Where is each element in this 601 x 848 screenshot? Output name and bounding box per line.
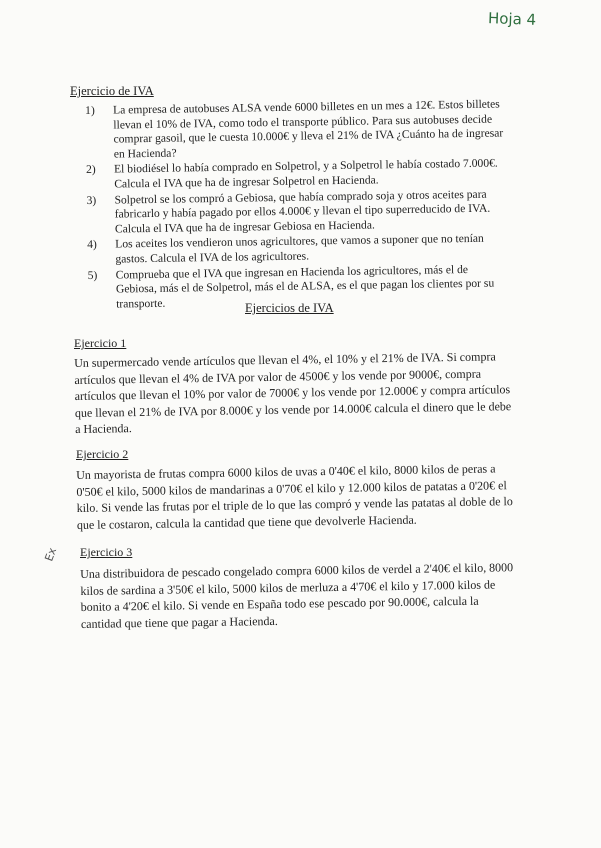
item-number: 5) — [87, 268, 98, 282]
exercise-2-text: Un mayorista de frutas compra 6000 kilos de uvas a 0'40€ el kilo, 8000 kilos de peras a 0'50€ el kilo, 5000 kilos de mandarinas a 0'70€ el kilo y 12.000 kilos de patatas a 0'20€ el kilo. Si vende las frutas por el triple de lo que las compró y vende las patatas al doble de lo que le costaron, calcula la cantidad que tiene que devolverle Hacienda. — [76, 461, 513, 532]
item-number: 4) — [87, 238, 97, 252]
item-text: Solpetrol se los compró a Gebiosa, que había comprado soja y otros aceites para fabricarlo y había pagado por ellos 4.000€ y llevan el tipo superreducido de IVA. Calcula el IVA que ha de ingresar Gebiosa en Hacienda. — [114, 187, 491, 236]
item-text: Los aceites los vendieron unos agricultores, que vamos a suponer que no tenían gastos. Calcula el IVA de los agricultores. — [115, 232, 484, 266]
section1-exercise-list — [85, 97, 508, 313]
item-number: 1) — [85, 103, 95, 117]
list-item — [86, 187, 507, 237]
item-text: La empresa de autobuses ALSA vende 6000 billetes en un mes a 12€. Estos billetes llevan el 10% de IVA, como todo el transporte público. Para sus autobuses decide comprar gasoil, que le cuesta 10.000€ y lleva el 21% de IVA ¿Cuánto ha de ingresar en Hacienda? — [112, 97, 504, 161]
item-text: El biodiésel lo había comprado en Solpetrol, y a Solpetrol le había costado 7.000€. Calcula el IVA que ha de ingresar Solpetrol en Hacienda. — [113, 156, 498, 191]
exercise-2-title: Ejercicio 2 — [76, 447, 129, 461]
exercise-1-text: Un supermercado vende artículos que llevan el 4%, el 10% y el 21% de IVA. Si compra artículos que llevan el 4% de IVA por valor de 4500€ y los vende por 9000€, compra artículos que llevan el 10% por valor de 7000€ y los vende por 12.000€ y compra artículos que llevan el 21% de IVA por 8.000€ y los vende por 14.000€ calcula el dinero que le debe a Hacienda. — [74, 349, 512, 436]
exercise-3-title: Ejercicio 3 — [80, 545, 133, 559]
section2-title: Ejercicios de IVA — [245, 301, 334, 315]
exercise-1-title: Ejercicio 1 — [74, 336, 127, 350]
section1-title: Ejercicio de IVA — [70, 84, 154, 98]
item-number: 2) — [85, 163, 96, 177]
margin-annotation: Ex — [42, 545, 60, 564]
item-text: Comprueba que el IVA que ingresan en Hacienda los agricultores, más el de Gebiosa, más el de Solpetrol, más el de ALSA, es el que pagan los clientes por su transporte. — [115, 262, 495, 311]
item-number: 3) — [86, 193, 97, 207]
handwritten-sheet-number: Hoja 4 — [487, 9, 537, 29]
exercise-3-text: Una distribuidora de pescado congelado compra 6000 kilos de verdel a 2'40€ el kilo, 8000 kilos de sardina a 3'50€ el kilo, 5000 kilos de merluza a 4'70€ el kilo y 17.000 kilos de bonito a 4'20€ el kilo. Si vende en España todo ese pescado por 90.000€, calcula la cantidad que tiene que pagar a Hacienda. — [80, 560, 514, 631]
list-item — [85, 97, 506, 162]
